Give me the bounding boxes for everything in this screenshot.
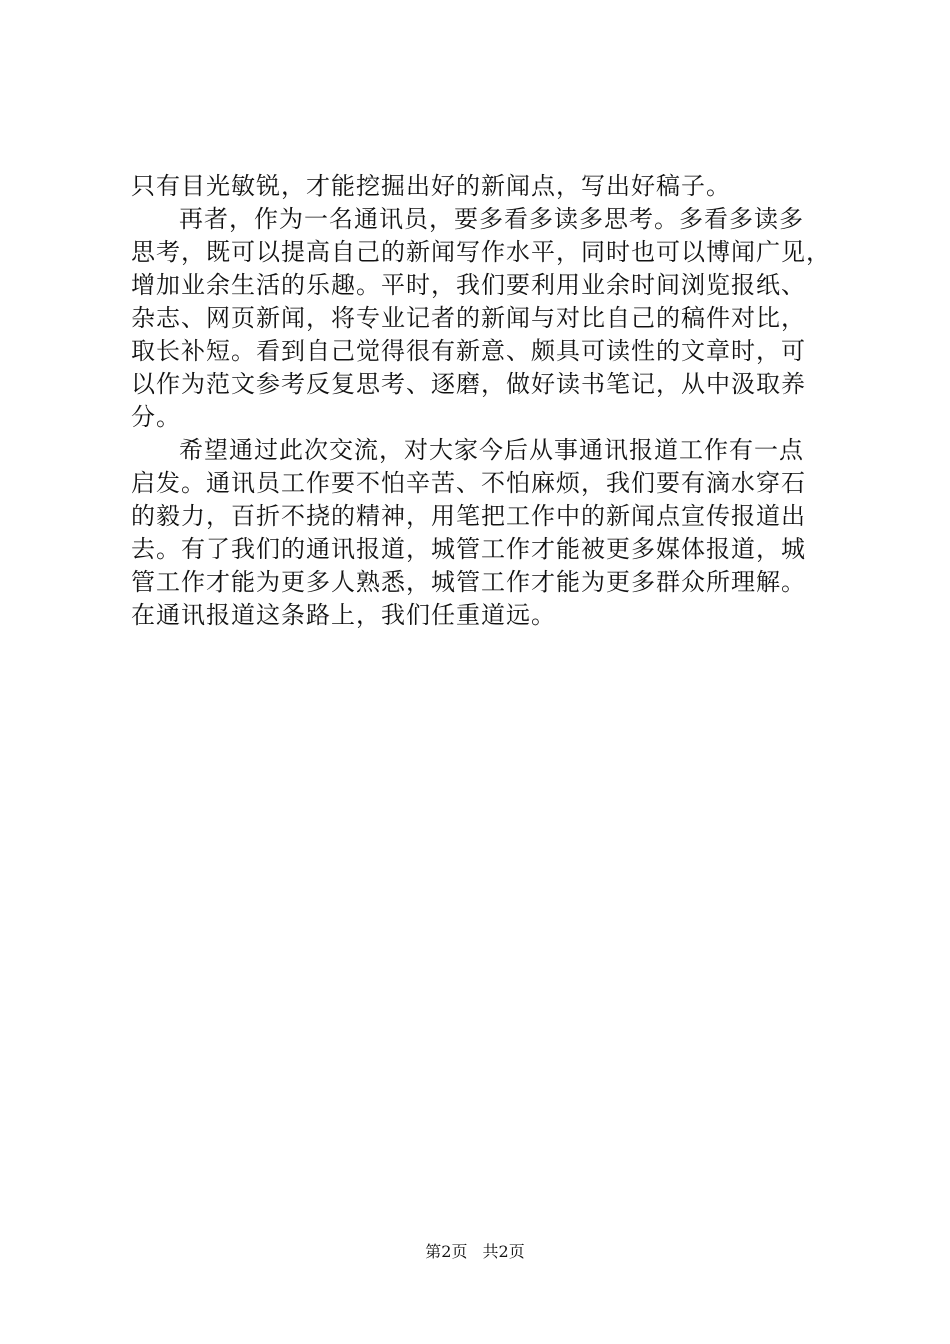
text-line: 管工作才能为更多人熟悉，城管工作才能为更多群众所理解。 [131, 568, 806, 596]
page-count: 共2页 [482, 1242, 525, 1261]
text-line: 启发。通讯员工作要不怕辛苦、不怕麻烦，我们要有滴水穿石 [131, 469, 806, 497]
text-line: 思考，既可以提高自己的新闻写作水平，同时也可以博闻广见， [131, 238, 831, 266]
text-line: 取长补短。看到自己觉得很有新意、颇具可读性的文章时，可 [131, 337, 806, 365]
text-line: 只有目光敏锐，才能挖掘出好的新闻点，写出好稿子。 [131, 172, 731, 200]
paragraph-start-line: 希望通过此次交流，对大家今后从事通讯报道工作有一点 [179, 436, 804, 464]
paragraph-start-line: 再者，作为一名通讯员，要多看多读多思考。多看多读多 [179, 205, 804, 233]
document-body [131, 170, 831, 632]
text-line: 去。有了我们的通讯报道，城管工作才能被更多媒体报道，城 [131, 535, 806, 563]
text-line: 以作为范文参考反复思考、逐磨，做好读书笔记，从中汲取养 [131, 370, 806, 398]
text-line: 增加业余生活的乐趣。平时，我们要利用业余时间浏览报纸、 [131, 271, 806, 299]
text-line: 分。 [131, 403, 181, 431]
page-footer [0, 1240, 950, 1264]
text-line: 的毅力，百折不挠的精神，用笔把工作中的新闻点宣传报道出 [131, 502, 806, 530]
text-line: 在通讯报道这条路上，我们任重道远。 [131, 601, 556, 629]
text-line: 杂志、网页新闻，将专业记者的新闻与对比自己的稿件对比， [131, 304, 806, 332]
page-number: 第2页 [425, 1242, 468, 1261]
